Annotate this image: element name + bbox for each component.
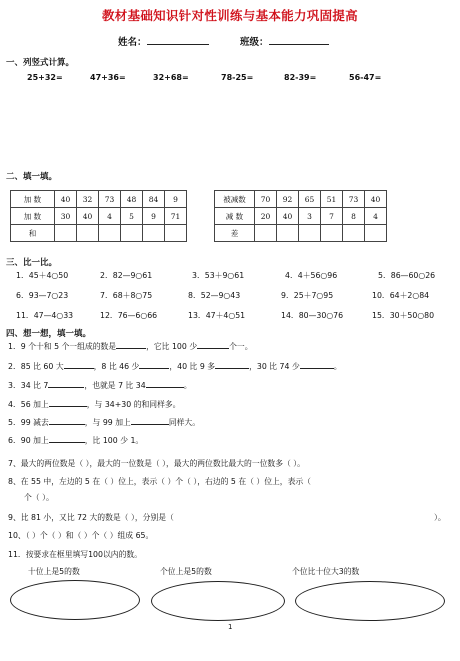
answer-cell[interactable] xyxy=(299,225,321,242)
box-label-1: 十位上是5的数 xyxy=(28,567,80,576)
name-label: 姓名： xyxy=(118,37,147,48)
question-8-continued: 个（ ）。 xyxy=(24,493,54,502)
answer-ellipse-3[interactable] xyxy=(295,581,445,621)
box-label-2: 个位上是5的数 xyxy=(160,567,212,576)
cell: 32 xyxy=(77,191,99,208)
sub-row1-label: 被减数 xyxy=(215,191,255,208)
cell: 92 xyxy=(277,191,299,208)
addition-table xyxy=(10,190,187,242)
cell: 84 xyxy=(143,191,165,208)
answer-cell[interactable] xyxy=(365,225,387,242)
answer-cell[interactable] xyxy=(277,225,299,242)
add-row3-label: 和 xyxy=(11,225,55,242)
answer-blank[interactable] xyxy=(49,434,85,443)
cell: 71 xyxy=(165,208,187,225)
compare-item: 8．52—9○43 xyxy=(188,291,241,300)
compare-item: 9．25＋7○95 xyxy=(281,291,334,300)
question-4: 4．56 加上 ，与 34+30 的和同样多。 xyxy=(8,400,181,409)
section-1-heading: 一、列竖式计算。 xyxy=(6,58,75,68)
answer-blank[interactable] xyxy=(146,379,184,388)
cell: 7 xyxy=(321,208,343,225)
cell: 73 xyxy=(99,191,121,208)
cell: 40 xyxy=(55,191,77,208)
answer-blank[interactable] xyxy=(116,340,146,349)
question-8: 8、在 55 中，左边的 5 在（ ）位上，表示（ ）个（ ），右边的 5 在（ ）位上，表示（ xyxy=(8,477,311,486)
answer-blank[interactable] xyxy=(49,398,87,407)
add-row2-label: 加 数 xyxy=(11,208,55,225)
cell: 40 xyxy=(77,208,99,225)
cell: 4 xyxy=(365,208,387,225)
answer-blank[interactable] xyxy=(215,360,249,369)
cell: 70 xyxy=(255,191,277,208)
compare-item: 5．86—60○26 xyxy=(378,271,436,280)
cell: 51 xyxy=(321,191,343,208)
compare-item: 1．45＋4○50 xyxy=(16,271,69,280)
answer-cell[interactable] xyxy=(77,225,99,242)
page-number: 1 xyxy=(228,623,233,631)
cell: 65 xyxy=(299,191,321,208)
compare-item: 4．4＋56○96 xyxy=(285,271,338,280)
answer-cell[interactable] xyxy=(321,225,343,242)
sub-row2-label: 减 数 xyxy=(215,208,255,225)
compare-item: 11．47—4○33 xyxy=(16,311,74,320)
section-2-heading: 二、填一填。 xyxy=(6,172,58,182)
answer-blank[interactable] xyxy=(48,379,84,388)
cell: 40 xyxy=(277,208,299,225)
question-2: 2．85 比 60 大 ，8 比 46 少 ，40 比 9 多 ，30 比 74 少 。 xyxy=(8,362,342,371)
compare-item: 3．53＋9○61 xyxy=(192,271,245,280)
cell: 8 xyxy=(343,208,365,225)
compare-item: 14．80—30○76 xyxy=(281,311,344,320)
answer-cell[interactable] xyxy=(165,225,187,242)
add-row1-label: 加 数 xyxy=(11,191,55,208)
cell: 3 xyxy=(299,208,321,225)
section-3-heading: 三、比一比。 xyxy=(6,258,58,268)
question-3: 3．34 比 7 ，也就是 7 比 34 。 xyxy=(8,381,192,390)
answer-cell[interactable] xyxy=(121,225,143,242)
answer-cell[interactable] xyxy=(143,225,165,242)
answer-cell[interactable] xyxy=(343,225,365,242)
question-5: 5．99 减去 ，与 99 加上 同样大。 xyxy=(8,418,201,427)
cell: 73 xyxy=(343,191,365,208)
question-10: 10、（ ）个（ ）和（ ）个（ ）组成 65。 xyxy=(8,531,154,540)
answer-cell[interactable] xyxy=(255,225,277,242)
compare-item: 15．30＋50○80 xyxy=(372,311,435,320)
answer-blank[interactable] xyxy=(131,416,169,425)
compare-item: 12．76—6○66 xyxy=(100,311,158,320)
question-7: 7、最大的两位数是（ ），最大的一位数是（ ），最大的两位数比最大的一位数多（ ）。 xyxy=(8,459,305,468)
calc-item: 56-47= xyxy=(349,73,382,82)
calc-item: 78-25= xyxy=(221,73,254,82)
cell: 9 xyxy=(165,191,187,208)
question-1: 1．9 个十和 5 个一组成的数是 ，它比 100 少 个一。 xyxy=(8,342,253,351)
calc-item: 82-39= xyxy=(284,73,317,82)
name-row xyxy=(118,34,209,48)
question-9-end: ）。 xyxy=(434,513,446,522)
name-field[interactable] xyxy=(147,35,209,45)
calc-item: 47+36= xyxy=(90,73,126,82)
compare-item: 6．93—7○23 xyxy=(16,291,69,300)
answer-cell[interactable] xyxy=(55,225,77,242)
answer-blank[interactable] xyxy=(49,416,85,425)
class-row xyxy=(240,34,329,48)
question-11: 11．按要求在框里填写100以内的数。 xyxy=(8,550,142,559)
compare-item: 13．47＋4○51 xyxy=(188,311,246,320)
cell: 20 xyxy=(255,208,277,225)
subtraction-table xyxy=(214,190,387,242)
compare-item: 10．64＋2○84 xyxy=(372,291,430,300)
answer-blank[interactable] xyxy=(139,360,169,369)
worksheet-title: 教材基础知识针对性训练与基本能力巩固提高 xyxy=(101,8,358,23)
cell: 4 xyxy=(99,208,121,225)
answer-ellipse-2[interactable] xyxy=(151,581,285,621)
section-4-heading: 四、想一想，填一填。 xyxy=(6,329,92,339)
compare-item: 7．68＋8○75 xyxy=(100,291,153,300)
cell: 9 xyxy=(143,208,165,225)
question-9: 9、比 81 小，又比 72 大的数是（ ），分别是（ xyxy=(8,513,174,522)
cell: 48 xyxy=(121,191,143,208)
box-label-3: 个位比十位大3的数 xyxy=(292,567,360,576)
cell: 5 xyxy=(121,208,143,225)
cell: 40 xyxy=(365,191,387,208)
answer-blank[interactable] xyxy=(64,360,94,369)
class-field[interactable] xyxy=(269,35,329,45)
class-label: 班级： xyxy=(240,37,269,48)
question-6: 6．90 加上 ，比 100 少 1。 xyxy=(8,436,144,445)
cell: 30 xyxy=(55,208,77,225)
answer-ellipse-1[interactable] xyxy=(10,580,140,620)
calc-item: 25+32= xyxy=(27,73,63,82)
answer-blank[interactable] xyxy=(197,340,229,349)
answer-blank[interactable] xyxy=(300,360,334,369)
calc-item: 32+68= xyxy=(153,73,189,82)
compare-item: 2．82—9○61 xyxy=(100,271,153,280)
answer-cell[interactable] xyxy=(99,225,121,242)
sub-row3-label: 差 xyxy=(215,225,255,242)
